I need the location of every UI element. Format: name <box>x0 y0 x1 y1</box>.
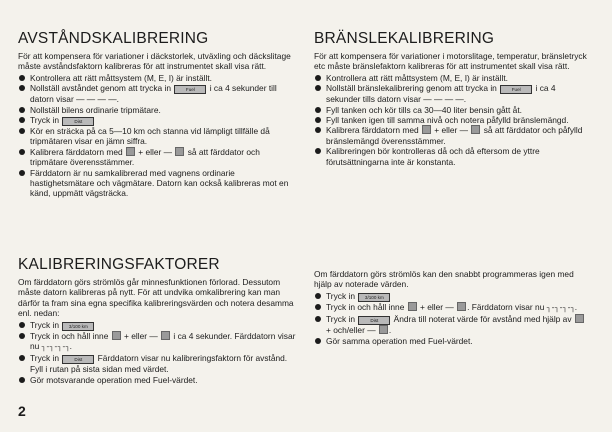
faktorer-title: KALIBRERINGSFAKTORER <box>18 256 220 273</box>
bullet-icon <box>19 355 25 361</box>
bullet-icon <box>19 322 25 328</box>
faktorer-list <box>18 320 296 386</box>
page-number: 2 <box>18 403 26 419</box>
snabb-list <box>314 291 592 346</box>
list-item: Kalibrera färddatorn med + eller — så att färddator och påfylld bränslemängd överensstämmer. <box>314 125 592 146</box>
list-item: Kör en sträcka på ca 5—10 km och stanna vid lämpligt tillfälle då tripmätaren visar en jämn siffra. <box>18 126 296 147</box>
dist-key-icon: Dist <box>358 316 390 325</box>
faktorer-section <box>18 256 296 385</box>
bullet-icon <box>315 148 321 154</box>
bullet-icon <box>19 149 25 155</box>
snabb-section <box>314 269 592 346</box>
bullet-icon <box>19 333 25 339</box>
bullet-icon <box>19 377 25 383</box>
list-item: Fyll tanken och kör tills ca 30—40 liter bensin gått åt. <box>314 105 592 115</box>
minus-key-icon <box>161 331 170 340</box>
avstand-list <box>18 73 296 199</box>
faktorer-intro: Om färddatorn görs strömlös går minnesfunktionen förlorad. Dessutom måste datorn kalibreras på nytt. För att undvika omkalibrering kan man därför ta fram sina egna specifika kalibreringsvärden och notera desamma enl. nedan: <box>18 277 294 319</box>
bullet-icon <box>315 293 321 299</box>
bransle-intro: För att kompensera för variationer i motorslitage, temperatur, bränsletryck etc måste bränslefaktorn kalibreras för att instrumentet skall visa rätt. <box>314 51 587 72</box>
list-item: Tryck in 3/100 km <box>18 320 296 331</box>
avstand-section <box>18 30 296 199</box>
bransle-list <box>314 73 592 167</box>
list-item: Nollställ bilens ordinarie tripmätare. <box>18 105 296 115</box>
list-item: Fyll tanken igen till samma nivå och notera påfylld bränslemängd. <box>314 115 592 125</box>
minus-key-icon <box>379 325 388 334</box>
minus-key-icon <box>471 125 480 134</box>
bullet-icon <box>315 75 321 81</box>
list-item: Nollställ bränslekalibrering genom att trycka in Fuel i ca 4 sekunder tills datorn visar — — — —. <box>314 83 592 104</box>
kmh-key-icon: 3/100 km <box>62 322 94 331</box>
list-item: Tryck in Dist <box>18 115 296 126</box>
snabb-intro: Om färddatorn görs strömlös kan den snabbt programmeras igen med hjälp av noterade värden. <box>314 269 574 290</box>
list-item: Tryck in 3/100 km <box>314 291 592 302</box>
list-item: Gör motsvarande operation med Fuel-värdet. <box>18 375 296 385</box>
dist-key-icon: Dist <box>62 355 94 364</box>
bullet-icon <box>315 304 321 310</box>
bullet-icon <box>19 128 25 134</box>
bullet-icon <box>315 85 321 91</box>
display-code: ┐-┐-┐-┐ <box>41 344 70 353</box>
avstand-intro: För att kompensera för variationer i däckstorlek, utväxling och däckslitage måste avståndsfaktorn kalibreras för att instrumentet skall visa rätt. <box>18 51 291 72</box>
bransle-section <box>314 30 592 167</box>
bullet-icon <box>19 75 25 81</box>
bullet-icon <box>19 170 25 176</box>
list-item: Tryck in Dist Ändra till noterat värde för avstånd med hjälp av + och/eller — . <box>314 314 592 335</box>
bullet-icon <box>315 316 321 322</box>
plus-key-icon <box>408 302 417 311</box>
display-code: ┐-┐-┐-┐ <box>546 304 575 313</box>
list-item: Kontrollera att rätt måttsystem (M, E, I) är inställt. <box>314 73 592 83</box>
fuel-key-icon: Fuel <box>174 85 206 94</box>
list-item: Kontrollera att rätt måttsystem (M, E, I) är inställt. <box>18 73 296 83</box>
plus-key-icon <box>112 331 121 340</box>
plus-key-icon <box>422 125 431 134</box>
list-item: Nollställ avståndet genom att trycka in Fuel i ca 4 sekunder till datorn visar — — — —. <box>18 83 296 104</box>
list-item: Kalibreringen bör kontrolleras då och då eftersom de yttre förutsättningarna inte är konstanta. <box>314 146 592 167</box>
bullet-icon <box>315 117 321 123</box>
bullet-icon <box>315 127 321 133</box>
kmh-key-icon: 3/100 km <box>358 293 390 302</box>
bullet-icon <box>19 107 25 113</box>
dist-key-icon: Dist <box>62 117 94 126</box>
plus-key-icon <box>126 147 135 156</box>
list-item: Gör samma operation med Fuel-värdet. <box>314 336 592 346</box>
bullet-icon <box>19 85 25 91</box>
list-item: Tryck in och håll inne + eller — . Färddatorn visar nu ┐-┐-┐-┐. <box>314 302 592 314</box>
fuel-key-icon: Fuel <box>500 85 532 94</box>
list-item: Tryck in och håll inne + eller — i ca 4 sekunder. Färddatorn visar nu ┐-┐-┐-┐. <box>18 331 296 354</box>
plus-key-icon <box>575 314 584 323</box>
minus-key-icon <box>175 147 184 156</box>
list-item: Färddatorn är nu samkalibrerad med vagnens ordinarie hastighetsmätare och vägmätare. Datorn kan också kalibreras mot en känd, uppmätt vägsträcka. <box>18 168 296 199</box>
bullet-icon <box>315 338 321 344</box>
bullet-icon <box>19 117 25 123</box>
bransle-title: BRÄNSLEKALIBRERING <box>314 30 495 47</box>
list-item: Tryck in Dist Färddatorn visar nu kalibreringsfaktorn för avstånd. Fyll i rutan på sista sidan med värdet. <box>18 353 296 374</box>
minus-key-icon <box>457 302 466 311</box>
avstand-title: AVSTÅNDSKALIBRERING <box>18 30 209 47</box>
bullet-icon <box>315 107 321 113</box>
list-item: Kalibrera färddatorn med + eller — så att färddator och tripmätare överensstämmer. <box>18 147 296 168</box>
